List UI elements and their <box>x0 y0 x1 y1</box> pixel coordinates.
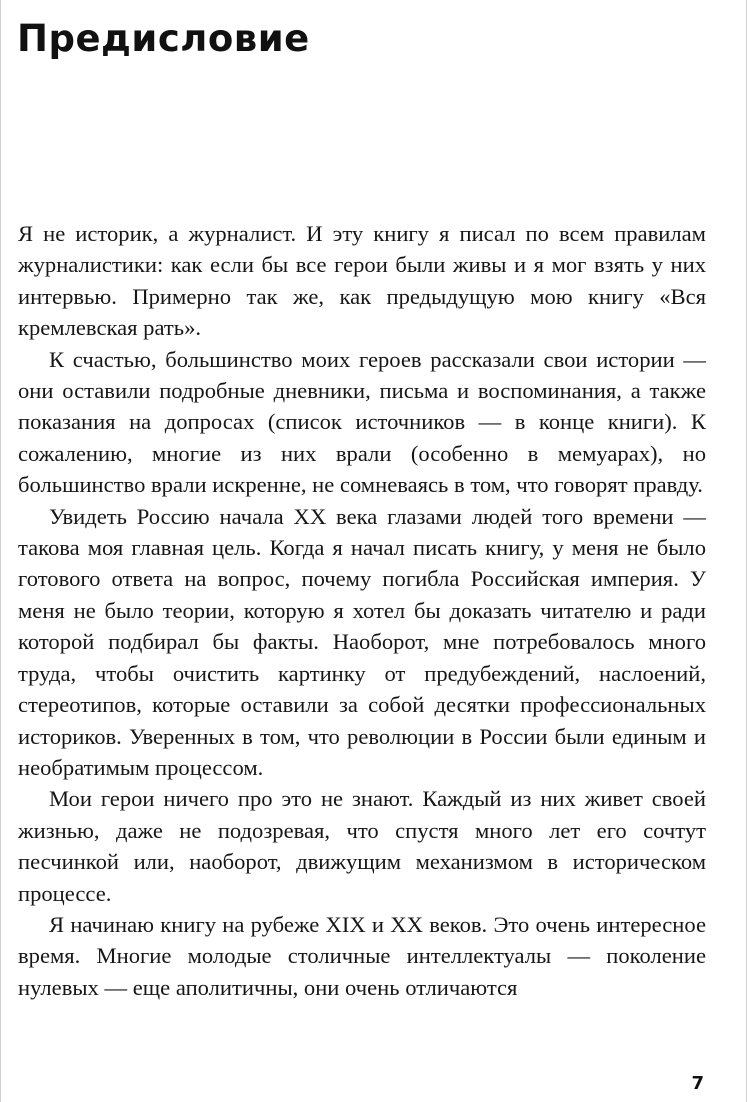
paragraph-2: К счастью, большинство моих героев рассказали свои истории — они оставили подробные дневники, письма и воспоминания, а также показания на допросах (список источников — в конце книги). К сожалению, многие из них врали (особенно в мемуарах), но большинство врали искренне, не сомневаясь в том, что говорят правду. <box>18 346 706 498</box>
page-number: 7 <box>691 1073 704 1094</box>
paragraph-1: Я не историк, а журналист. И эту книгу я писал по всем правилам журналистики: как если бы все герои были живы и я мог взять у них интервью. Примерно так же, как предыдущую мою книгу «Вся кремлевская рать». <box>18 221 706 341</box>
chapter-body <box>18 218 706 1003</box>
paragraph-5: Я начинаю книгу на рубеже XIX и XX веков. Это очень интересное время. Многие молодые столичные интеллектуалы — поколение нулевых — еще аполитичны, они очень отличаются <box>18 911 706 1000</box>
chapter-title: Предисловие <box>17 17 310 60</box>
paragraph-3: Увидеть Россию начала XX века глазами людей того времени — такова моя главная цель. Когда я начал писать книгу, у меня не было готового ответа на вопрос, почему погибла Российская империя. У меня не было теории, которую я хотел бы доказать читателю и ради которой подбирал бы факты. Наоборот, мне потребовалось много труда, чтобы очистить картинку от предубеждений, наслоений, стереотипов, которые оставили за собой десятки профессиональных историков. Уверенных в том, что революции в России были единым и необратимым процессом. <box>18 503 706 780</box>
paragraph-4: Мои герои ничего про это не знают. Каждый из них живет своей жизнью, даже не подозревая, что спустя много лет его сочтут песчинкой или, наоборот, движущим механизмом в историческом процессе. <box>18 786 706 906</box>
